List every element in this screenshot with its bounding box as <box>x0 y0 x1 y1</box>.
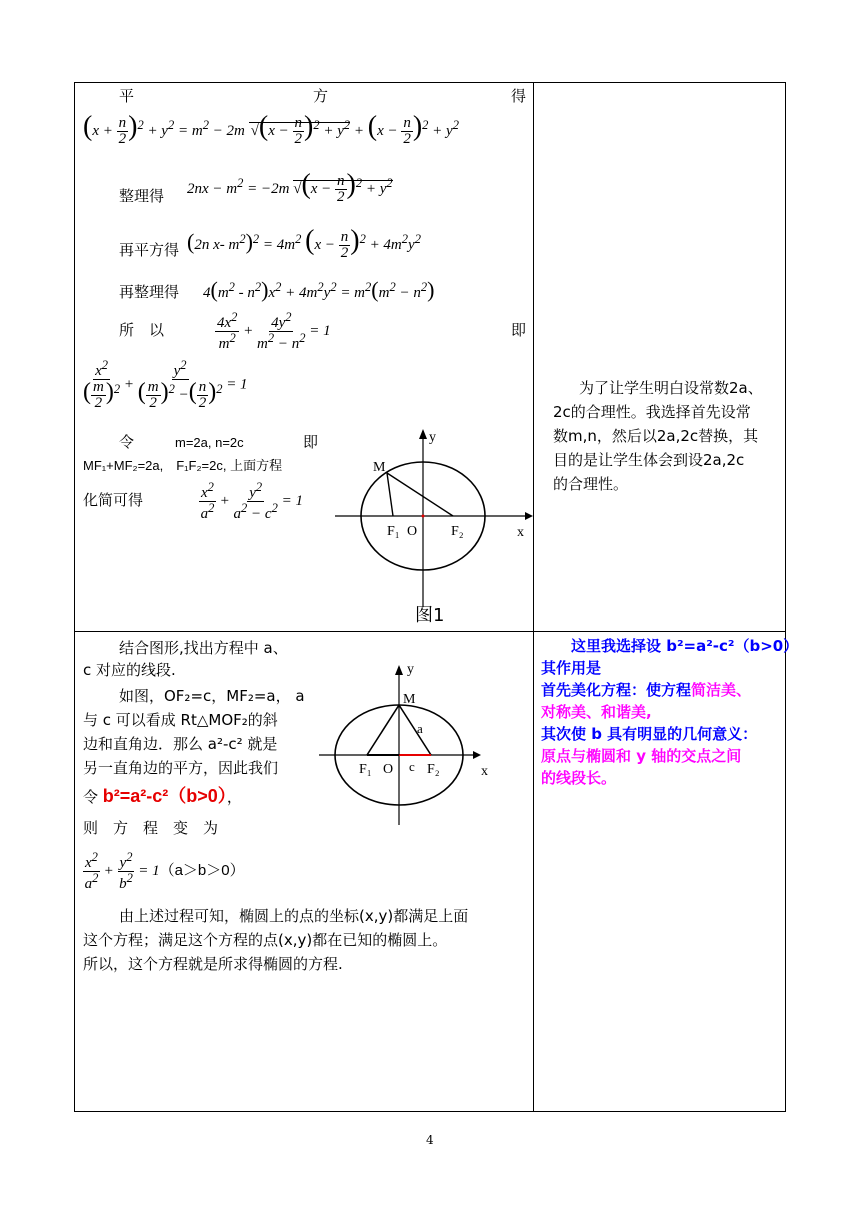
label-x: x <box>481 764 488 779</box>
label-zaipingfangde: 再平方得 <box>119 241 180 259</box>
note2-line-6: 原点与椭圆和 y 轴的交点之间 <box>541 747 742 765</box>
label-suoyi: 所 以 <box>119 321 165 339</box>
word-ji-2: 即 <box>303 433 319 451</box>
note2-line-3-magenta: 简洁美、 <box>691 681 752 699</box>
para5-line2: 这个方程；满足这个方程的点(x,y)都在已知的椭圆上。 <box>83 931 448 949</box>
x-axis-arrow <box>525 512 533 520</box>
para2-line3: 边和直角边．那么 a²-c² 就是 <box>83 735 278 753</box>
note-line-2: 2c的合理性。我选择首先设常 <box>553 403 751 421</box>
y-axis-arrow <box>419 429 427 439</box>
label-y: y <box>429 430 436 445</box>
note2-line-1: 这里我选择设 b²=a²-c²（b>0） <box>571 637 799 655</box>
word-fang: 方 <box>313 87 329 105</box>
word-ji: 即 <box>511 321 527 339</box>
segment-MF1 <box>367 705 399 755</box>
label-huajiankede: 化简可得 <box>83 491 144 509</box>
label-c: c <box>409 759 415 774</box>
label-F1: F₁ <box>359 762 372 777</box>
comma: ， <box>226 788 242 806</box>
note2-line-4: 对称美、和谐美, <box>541 703 652 721</box>
note-line-3: 数m,n，然后以2a,2c替换，其 <box>553 427 759 445</box>
note2-line-7: 的线段长。 <box>541 769 617 787</box>
figure-caption: 图1 <box>415 605 445 626</box>
label-zhenglide: 整理得 <box>119 187 165 205</box>
note2-line-2: 其作用是 <box>541 659 602 677</box>
equation-simplified: $2nx - m^2 = -2m$ √(x − $\frac{n}{2}$ )$^2 + y^2$ <box>187 169 393 206</box>
row-divider <box>75 631 785 632</box>
ellipse-figure-2 <box>315 659 527 829</box>
note2-line-5: 其次使 b 具有明显的几何意义： <box>541 725 758 743</box>
para1-line2: c 对应的线段. <box>83 661 176 679</box>
segment-MF1 <box>387 473 393 516</box>
note2-line-3-blue: 首先美化方程：使方程 <box>541 681 692 699</box>
y-axis-arrow <box>395 665 403 675</box>
origin-dot <box>422 515 425 518</box>
label-M: M <box>403 692 416 707</box>
equation-ellipse-standard: $\frac{x^2}{a^2}$ + $\frac{y^2}{b^2}$ = 1（a＞b＞0） <box>84 850 245 892</box>
para1-line1: 结合图形,找出方程中 a、 <box>119 639 288 657</box>
equation-expanded: $4(m^2 - n^2)x^2 + 4m^2y^2 = m^2(m^2 - n^2)$ <box>203 277 435 302</box>
para2-line1: 如图，OF₂=c，MF₂=a， a <box>119 687 305 705</box>
focal-relation: MF₁+MF₂=2a, F₁F₂=2c, 上面方程 <box>83 458 283 473</box>
b-definition: b²=a²-c²（b>0） <box>102 786 227 806</box>
label-M: M <box>373 460 386 475</box>
label-O: O <box>407 524 418 539</box>
word-ling-2: 令 <box>83 788 103 806</box>
ellipse-figure-1 <box>325 423 535 626</box>
word-ping: 平 <box>119 87 135 105</box>
para3-line <box>83 787 242 805</box>
equation-ratio: $\frac{4x^2}{m^2}$ + $\frac{4y^2}{m^2 - n^2}$ = 1 <box>217 310 331 352</box>
note-line-1: 为了让学生明白设常数2a、 <box>579 379 763 397</box>
para2-line4: 另一直角边的平方，因此我们 <box>83 759 279 777</box>
lesson-table <box>74 82 799 1112</box>
label-a: a <box>417 721 423 736</box>
label-F1: F₁ <box>387 524 400 539</box>
label-O: O <box>383 762 394 777</box>
label-F2: F₂ <box>451 524 464 539</box>
para5-line1: 由上述过程可知，椭圆上的点的坐标(x,y)都满足上面 <box>119 907 469 925</box>
condition: （a＞b＞0） <box>159 861 245 879</box>
equation-squared-again: (2n x- $m^2)^2 = 4m^2$ (x − $\frac{n}{2}$ )$^2 + 4m^2y^2$ <box>187 225 421 262</box>
para2-line2: 与 c 可以看成 Rt△MOF₂的斜 <box>83 711 278 729</box>
equation-squared: (x + $\frac{n}{2}$ )$^2 + y^2 = m^2 - 2m$ √(x − $\frac{n}{2}$ )$^2 + y^2 + (x$ − $\frac{n}{2}$ )$^2 + y^2$ <box>83 111 459 148</box>
word-ling: 令 <box>119 433 135 451</box>
note-line-5: 的合理性。 <box>553 475 629 493</box>
note2-line-3 <box>541 683 751 698</box>
substitution: m=2a, n=2c <box>175 435 244 450</box>
equation-standard-mn: $x^2$ ( $\frac{m}{2}$ )$^2$ + $y^2$ ( $\frac{m}{2}$ )$^2$ −( $\frac{n}{2}$ )$^2$ = 1 <box>83 358 248 412</box>
page-number: 4 <box>426 1133 434 1147</box>
para4-line: 则 方 程 变 为 <box>83 819 219 837</box>
equation-ellipse-ac: $\frac{x^2}{a^2}$ + $\frac{y^2}{a^2 - c^2}$ = 1 <box>200 480 303 522</box>
para5-line3: 所以，这个方程就是所求得椭圆的方程. <box>83 955 343 973</box>
note-line-4: 目的是让学生体会到设2a,2c <box>553 451 745 469</box>
label-y: y <box>407 662 414 677</box>
label-zaizhenglide: 再整理得 <box>119 283 180 301</box>
word-de: 得 <box>511 87 527 105</box>
label-x: x <box>517 525 524 540</box>
label-F2: F₂ <box>427 762 440 777</box>
segment-MF2 <box>387 473 453 516</box>
segment-MF2 <box>399 705 431 755</box>
x-axis-arrow <box>473 751 481 759</box>
